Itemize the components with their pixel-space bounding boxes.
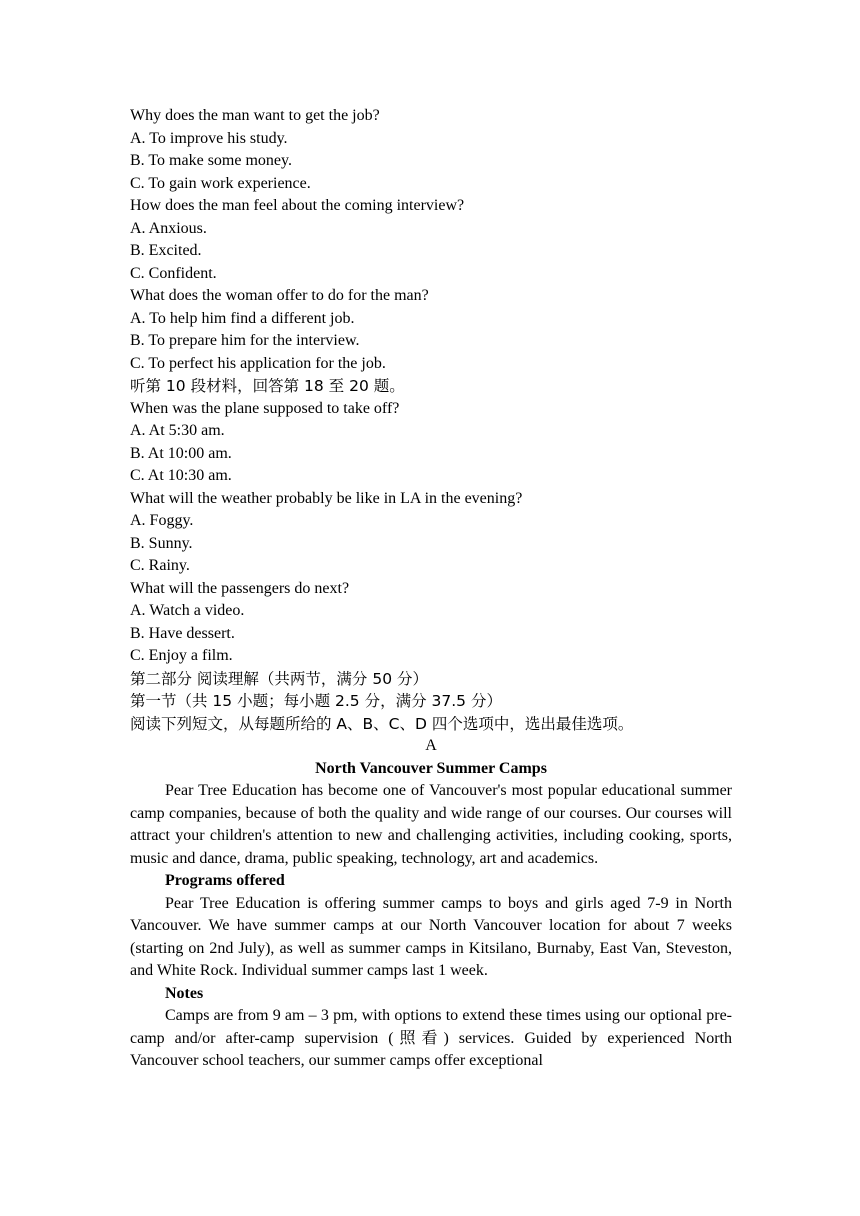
option-a: A. To improve his study. — [130, 129, 288, 147]
option-a: A. Watch a video. — [130, 602, 245, 619]
option-b: B. Have dessert. — [130, 624, 235, 642]
option-a: A. To help him find a different job. — [130, 309, 355, 327]
question-text: What does the woman offer to do for the man? — [130, 287, 429, 304]
option-b: B. To make some money. — [130, 152, 292, 169]
option-b: B. Excited. — [130, 242, 202, 259]
option-c: C. Rainy. — [130, 557, 190, 574]
option-a: A. Anxious. — [130, 219, 207, 237]
passage-intro-paragraph: Pear Tree Education has become one of Vancouver's most popular educational summer camp companies, because of both the quality and wide range of our courses. Our courses will attract your children's attention to new and challenging activities, including cooking, sports, music and dance, drama, public speaking, technology, art and academics. — [130, 782, 732, 867]
option-a: A. At 5:30 am. — [130, 422, 225, 439]
passage-label: A — [425, 737, 437, 754]
listening-question-group-1 — [130, 105, 732, 375]
section-10-instruction: 听第 10 段材料，回答第 18 至 20 题。 — [130, 377, 405, 395]
question-text: What will the passengers do next? — [130, 579, 350, 597]
question-text: How does the man feel about the coming interview? — [130, 197, 465, 214]
option-b: B. To prepare him for the interview. — [130, 332, 360, 349]
notes-paragraph: Camps are from 9 am – 3 pm, with options to extend these times using our optional pre-camp and/or after-camp supervision (照看) services. Guided by experienced North Vancouver school teachers, our summer camps offer exceptional — [130, 1007, 732, 1069]
option-c: C. Enjoy a film. — [130, 647, 233, 664]
option-b: B. Sunny. — [130, 534, 193, 552]
section-1-title: 第一节（共 15 小题；每小题 2.5 分，满分 37.5 分） — [130, 692, 502, 710]
option-c: C. At 10:30 am. — [130, 467, 232, 484]
question-text: What will the weather probably be like in LA in the evening? — [130, 489, 523, 507]
option-c: C. Confident. — [130, 264, 217, 282]
question-text: Why does the man want to get the job? — [130, 107, 380, 124]
part-2-title: 第二部分 阅读理解（共两节，满分 50 分） — [130, 669, 429, 688]
option-a: A. Foggy. — [130, 512, 194, 529]
reading-passage — [130, 735, 732, 1073]
listening-question-group-2 — [130, 398, 732, 668]
option-c: C. To gain work experience. — [130, 174, 311, 192]
option-b: B. At 10:00 am. — [130, 444, 232, 462]
reading-instruction: 阅读下列短文，从每题所给的 A、B、C、D 四个选项中，选出最佳选项。 — [130, 714, 634, 733]
passage-title: North Vancouver Summer Camps — [315, 759, 547, 777]
programs-heading: Programs offered — [165, 872, 285, 889]
document-page — [130, 105, 732, 1073]
option-c: C. To perfect his application for the job. — [130, 354, 386, 372]
programs-paragraph: Pear Tree Education is offering summer camps to boys and girls aged 7-9 in North Vancouver. We have summer camps at our North Vancouver location for about 7 weeks (starting on 2nd July), as well as summer camps in Kitsilano, Burnaby, East Van, Steveston, and White Rock. Individual summer camps last 1 week. — [130, 894, 732, 979]
question-text: When was the plane supposed to take off? — [130, 399, 400, 417]
notes-heading: Notes — [165, 984, 204, 1002]
